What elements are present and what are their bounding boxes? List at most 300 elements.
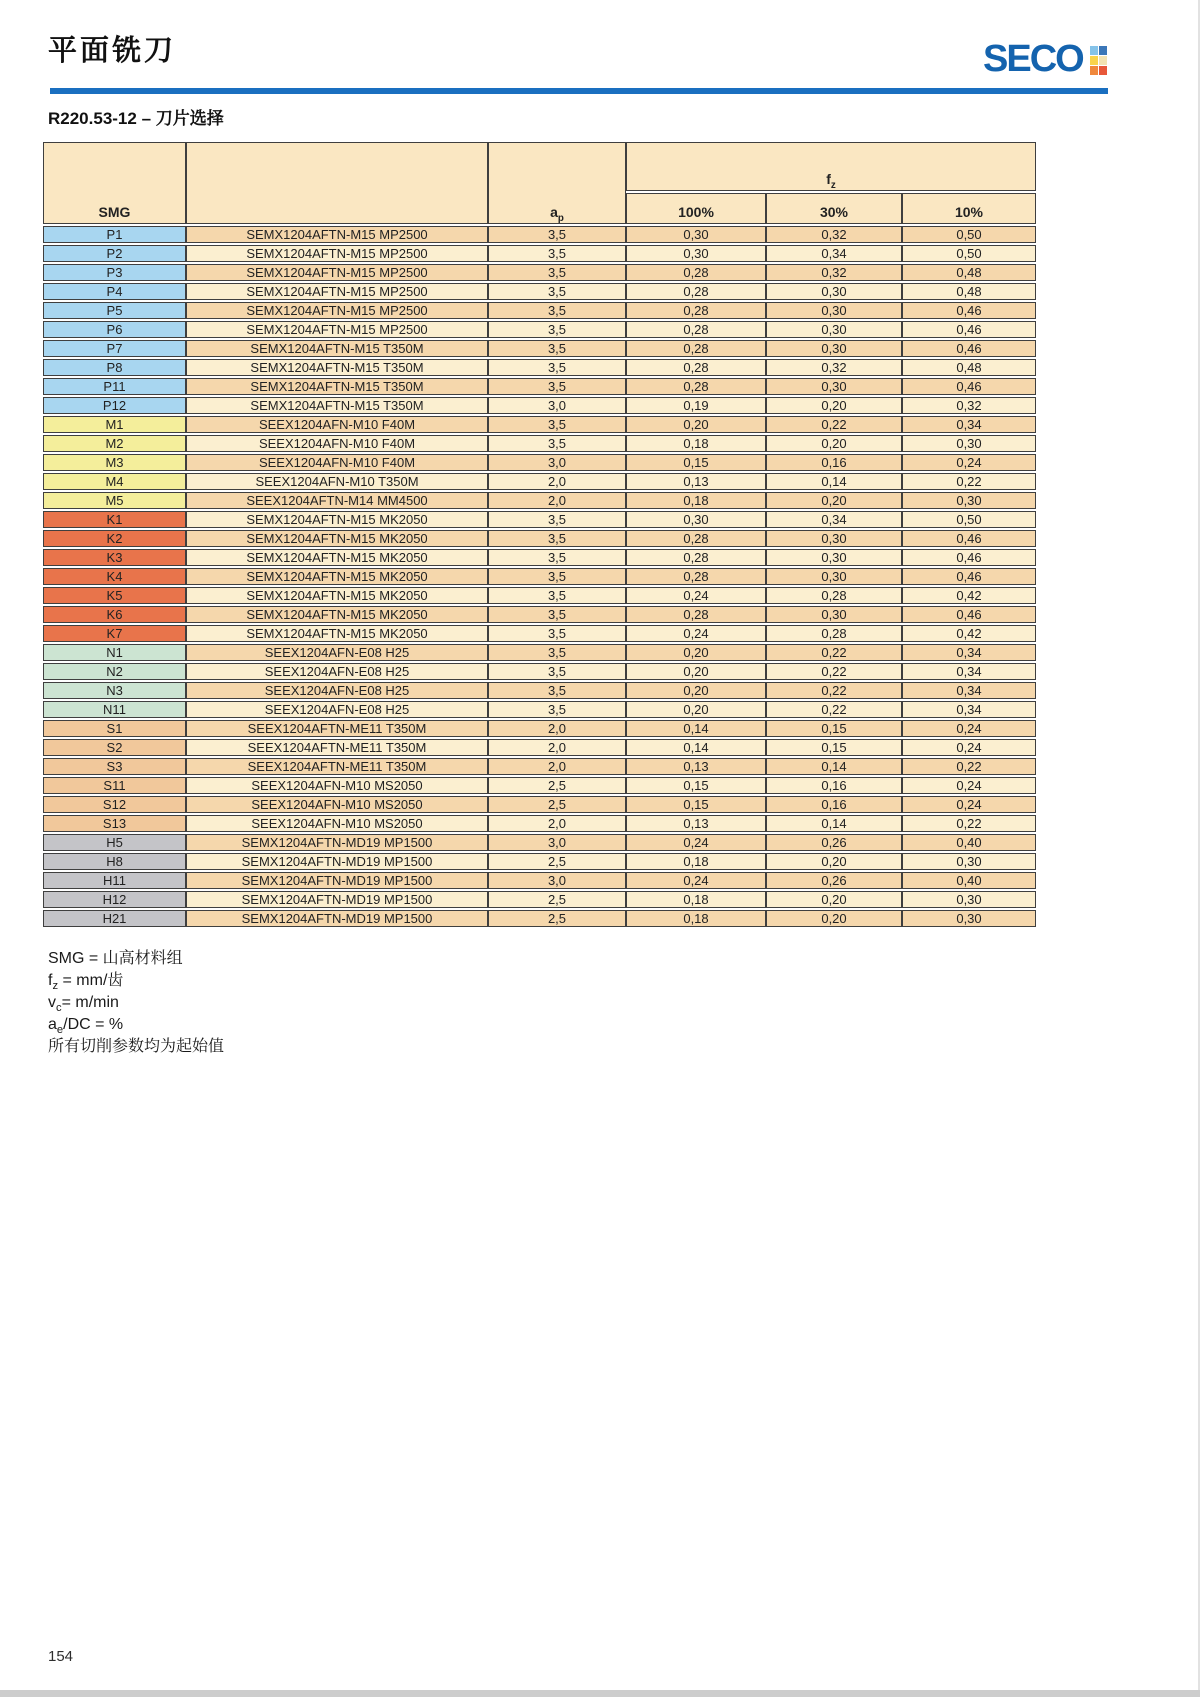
fz-10-cell: 0,30 [902, 891, 1036, 908]
insert-cell: SEEX1204AFN-E08 H25 [186, 644, 488, 661]
fz-30-cell: 0,22 [766, 701, 902, 718]
ap-cell: 2,5 [488, 796, 626, 813]
fz-30-cell: 0,30 [766, 568, 902, 585]
fz-100-cell: 0,24 [626, 587, 766, 604]
insert-cell: SEMX1204AFTN-M15 MK2050 [186, 587, 488, 604]
table-row [43, 720, 1036, 737]
ap-cell: 3,0 [488, 834, 626, 851]
fz-10-cell: 0,46 [902, 302, 1036, 319]
logo-square [1090, 66, 1098, 75]
table-row [43, 264, 1036, 281]
ap-cell: 3,5 [488, 606, 626, 623]
ap-cell: 2,0 [488, 815, 626, 832]
fz-10-cell: 0,46 [902, 378, 1036, 395]
ap-cell: 3,5 [488, 644, 626, 661]
fz-10-cell: 0,24 [902, 720, 1036, 737]
table-row [43, 378, 1036, 395]
insert-cell: SEMX1204AFTN-M15 MK2050 [186, 606, 488, 623]
fz-10-cell: 0,34 [902, 416, 1036, 433]
logo-square [1099, 56, 1107, 65]
smg-cell: P7 [43, 340, 186, 357]
smg-cell: M5 [43, 492, 186, 509]
fz-10-cell: 0,48 [902, 359, 1036, 376]
seco-logo [983, 38, 1107, 80]
fz-10-cell: 0,50 [902, 511, 1036, 528]
insert-cell: SEEX1204AFN-M10 F40M [186, 435, 488, 452]
fz-10-cell: 0,46 [902, 568, 1036, 585]
smg-cell: H12 [43, 891, 186, 908]
column-header-fz [626, 142, 1036, 191]
insert-cell: SEMX1204AFTN-M15 MP2500 [186, 302, 488, 319]
smg-cell: N11 [43, 701, 186, 718]
smg-cell: K5 [43, 587, 186, 604]
logo-square [1099, 66, 1107, 75]
page-number: 154 [48, 1648, 74, 1665]
column-header-smg: SMG [43, 142, 186, 224]
footnote-text: a [48, 1016, 57, 1033]
fz-100-cell: 0,19 [626, 397, 766, 414]
insert-cell: SEMX1204AFTN-M15 MP2500 [186, 283, 488, 300]
fz-30-cell: 0,14 [766, 473, 902, 490]
fz-30-cell: 0,20 [766, 492, 902, 509]
ap-cell: 3,5 [488, 264, 626, 281]
table-header-row-1 [43, 142, 1036, 191]
ap-cell: 2,5 [488, 853, 626, 870]
insert-cell: SEMX1204AFTN-M15 MP2500 [186, 264, 488, 281]
table-row [43, 340, 1036, 357]
fz-30-cell: 0,15 [766, 720, 902, 737]
table-row [43, 226, 1036, 243]
insert-cell: SEEX1204AFN-M10 MS2050 [186, 815, 488, 832]
fz-30-cell: 0,28 [766, 587, 902, 604]
table-row [43, 777, 1036, 794]
fz-10-cell: 0,48 [902, 264, 1036, 281]
fz-100-cell: 0,20 [626, 644, 766, 661]
table-row [43, 853, 1036, 870]
insert-cell: SEMX1204AFTN-M15 T350M [186, 340, 488, 357]
table-row [43, 872, 1036, 889]
insert-cell: SEEX1204AFTN-ME11 T350M [186, 739, 488, 756]
ap-cell: 3,0 [488, 397, 626, 414]
fz-10-cell: 0,34 [902, 663, 1036, 680]
logo-square [1090, 46, 1098, 55]
smg-cell: N1 [43, 644, 186, 661]
fz-10-cell: 0,42 [902, 625, 1036, 642]
fz-30-cell: 0,30 [766, 549, 902, 566]
ap-cell: 3,5 [488, 435, 626, 452]
fz-100-cell: 0,28 [626, 283, 766, 300]
smg-cell: P12 [43, 397, 186, 414]
table-row [43, 492, 1036, 509]
table-row [43, 891, 1036, 908]
logo-square [1099, 46, 1107, 55]
fz-100-cell: 0,18 [626, 891, 766, 908]
fz-100-cell: 0,30 [626, 226, 766, 243]
table-row [43, 606, 1036, 623]
insert-cell: SEEX1204AFTN-ME11 T350M [186, 720, 488, 737]
ap-subscript: p [557, 212, 564, 224]
ap-cell: 3,5 [488, 378, 626, 395]
fz-30-cell: 0,26 [766, 834, 902, 851]
smg-cell: K1 [43, 511, 186, 528]
insert-cell: SEMX1204AFTN-MD19 MP1500 [186, 872, 488, 889]
ap-cell: 3,5 [488, 226, 626, 243]
smg-cell: P2 [43, 245, 186, 262]
ap-cell: 3,5 [488, 283, 626, 300]
fz-10-cell: 0,46 [902, 321, 1036, 338]
ap-cell: 3,5 [488, 682, 626, 699]
smg-cell: K4 [43, 568, 186, 585]
table-row [43, 416, 1036, 433]
section-subtitle: R220.53-12 – 刀片选择 [48, 109, 224, 128]
ap-cell: 3,5 [488, 663, 626, 680]
ap-cell: 2,0 [488, 758, 626, 775]
insert-selection-table [43, 140, 1036, 929]
fz-30-cell: 0,30 [766, 530, 902, 547]
table-row [43, 625, 1036, 642]
smg-cell: K3 [43, 549, 186, 566]
table-row [43, 549, 1036, 566]
footnote-text: = m/min [61, 994, 119, 1011]
fz-30-cell: 0,14 [766, 815, 902, 832]
ap-cell: 3,0 [488, 454, 626, 471]
insert-cell: SEEX1204AFN-M10 MS2050 [186, 777, 488, 794]
ap-cell: 3,5 [488, 701, 626, 718]
smg-cell: H8 [43, 853, 186, 870]
fz-10-cell: 0,40 [902, 872, 1036, 889]
fz-10-cell: 0,34 [902, 682, 1036, 699]
fz-100-cell: 0,14 [626, 739, 766, 756]
footnote-smg [48, 948, 224, 970]
insert-cell: SEMX1204AFTN-MD19 MP1500 [186, 834, 488, 851]
ap-cell: 3,0 [488, 872, 626, 889]
table-row [43, 454, 1036, 471]
fz-30-cell: 0,16 [766, 796, 902, 813]
smg-cell: S3 [43, 758, 186, 775]
ap-cell: 3,5 [488, 302, 626, 319]
fz-100-cell: 0,30 [626, 511, 766, 528]
fz-10-cell: 0,30 [902, 853, 1036, 870]
ap-cell: 2,5 [488, 910, 626, 927]
fz-30-cell: 0,30 [766, 606, 902, 623]
footnotes [48, 948, 224, 1058]
ap-cell: 2,5 [488, 891, 626, 908]
fz-100-cell: 0,28 [626, 359, 766, 376]
smg-cell: M1 [43, 416, 186, 433]
ap-cell: 3,5 [488, 511, 626, 528]
fz-100-cell: 0,14 [626, 720, 766, 737]
fz-10-cell: 0,48 [902, 283, 1036, 300]
fz-100-cell: 0,13 [626, 473, 766, 490]
fz-100-cell: 0,20 [626, 663, 766, 680]
insert-cell: SEMX1204AFTN-M15 MK2050 [186, 549, 488, 566]
fz-100-cell: 0,30 [626, 245, 766, 262]
smg-cell: H11 [43, 872, 186, 889]
insert-cell: SEMX1204AFTN-M15 MK2050 [186, 511, 488, 528]
fz-30-cell: 0,30 [766, 283, 902, 300]
smg-cell: P6 [43, 321, 186, 338]
ap-cell: 2,5 [488, 777, 626, 794]
fz-30-cell: 0,30 [766, 378, 902, 395]
insert-cell: SEEX1204AFN-M10 T350M [186, 473, 488, 490]
fz-30-cell: 0,34 [766, 511, 902, 528]
fz-100-cell: 0,24 [626, 625, 766, 642]
fz-30-cell: 0,34 [766, 245, 902, 262]
smg-cell: S11 [43, 777, 186, 794]
logo-square [1090, 56, 1098, 65]
smg-cell: H21 [43, 910, 186, 927]
fz-100-cell: 0,24 [626, 872, 766, 889]
fz-label: f [826, 171, 831, 187]
fz-30-cell: 0,20 [766, 891, 902, 908]
insert-cell: SEMX1204AFTN-M15 MP2500 [186, 226, 488, 243]
smg-cell: S12 [43, 796, 186, 813]
seco-logo-mark-icon [1090, 46, 1107, 75]
ap-cell: 3,5 [488, 549, 626, 566]
fz-100-cell: 0,28 [626, 321, 766, 338]
insert-cell: SEMX1204AFTN-M15 MK2050 [186, 530, 488, 547]
fz-subscript: z [830, 179, 836, 191]
table-row [43, 530, 1036, 547]
fz-10-cell: 0,24 [902, 777, 1036, 794]
ap-cell: 3,5 [488, 568, 626, 585]
fz-100-cell: 0,20 [626, 682, 766, 699]
insert-cell: SEMX1204AFTN-M15 T350M [186, 378, 488, 395]
fz-100-cell: 0,28 [626, 568, 766, 585]
fz-30-cell: 0,15 [766, 739, 902, 756]
smg-cell: M2 [43, 435, 186, 452]
smg-cell: M3 [43, 454, 186, 471]
fz-10-cell: 0,46 [902, 530, 1036, 547]
ap-cell: 3,5 [488, 245, 626, 262]
insert-cell: SEMX1204AFTN-MD19 MP1500 [186, 853, 488, 870]
ap-cell: 3,5 [488, 416, 626, 433]
header-divider [50, 88, 1108, 94]
fz-100-cell: 0,28 [626, 606, 766, 623]
ap-cell: 3,5 [488, 587, 626, 604]
fz-10-cell: 0,22 [902, 473, 1036, 490]
fz-10-cell: 0,24 [902, 739, 1036, 756]
ap-cell: 2,0 [488, 473, 626, 490]
table-row [43, 568, 1036, 585]
table-row [43, 739, 1036, 756]
table-row [43, 511, 1036, 528]
ap-cell: 2,0 [488, 492, 626, 509]
smg-cell: S13 [43, 815, 186, 832]
table-row [43, 473, 1036, 490]
fz-100-cell: 0,24 [626, 834, 766, 851]
smg-cell: P4 [43, 283, 186, 300]
fz-100-cell: 0,20 [626, 701, 766, 718]
smg-cell: P3 [43, 264, 186, 281]
footnote-text: /DC = % [63, 1016, 124, 1033]
fz-10-cell: 0,22 [902, 758, 1036, 775]
insert-cell: SEMX1204AFTN-M15 MK2050 [186, 625, 488, 642]
footnote-text: 所有切削参数均为起始值 [48, 1038, 225, 1055]
fz-30-cell: 0,30 [766, 302, 902, 319]
table-row [43, 815, 1036, 832]
fz-30-cell: 0,22 [766, 644, 902, 661]
fz-100-cell: 0,18 [626, 853, 766, 870]
fz-30-cell: 0,20 [766, 853, 902, 870]
smg-cell: M4 [43, 473, 186, 490]
fz-10-cell: 0,24 [902, 796, 1036, 813]
fz-10-cell: 0,34 [902, 701, 1036, 718]
column-header-30pct: 30% [766, 193, 902, 224]
smg-cell: P1 [43, 226, 186, 243]
column-header-ap [488, 142, 626, 224]
insert-cell: SEMX1204AFTN-MD19 MP1500 [186, 910, 488, 927]
footnote-text: = mm/齿 [58, 972, 124, 989]
fz-10-cell: 0,30 [902, 910, 1036, 927]
insert-cell: SEMX1204AFTN-MD19 MP1500 [186, 891, 488, 908]
table-row [43, 910, 1036, 927]
ap-label: a [550, 204, 558, 220]
fz-100-cell: 0,13 [626, 758, 766, 775]
fz-100-cell: 0,15 [626, 796, 766, 813]
footnote-vc [48, 992, 224, 1014]
fz-100-cell: 0,28 [626, 264, 766, 281]
fz-30-cell: 0,30 [766, 340, 902, 357]
smg-cell: K6 [43, 606, 186, 623]
insert-cell: SEEX1204AFN-M10 F40M [186, 454, 488, 471]
fz-10-cell: 0,50 [902, 226, 1036, 243]
fz-10-cell: 0,30 [902, 435, 1036, 452]
fz-30-cell: 0,22 [766, 663, 902, 680]
footnote-sub: z [52, 980, 59, 993]
fz-30-cell: 0,32 [766, 264, 902, 281]
smg-cell: S1 [43, 720, 186, 737]
fz-100-cell: 0,18 [626, 492, 766, 509]
table-row [43, 359, 1036, 376]
column-header-100pct: 100% [626, 193, 766, 224]
table-row [43, 283, 1036, 300]
ap-cell: 2,0 [488, 739, 626, 756]
insert-cell: SEEX1204AFN-E08 H25 [186, 663, 488, 680]
insert-cell: SEMX1204AFTN-M15 MK2050 [186, 568, 488, 585]
table-row [43, 834, 1036, 851]
fz-10-cell: 0,30 [902, 492, 1036, 509]
table-row [43, 644, 1036, 661]
page-edge-bottom [0, 1690, 1200, 1697]
fz-100-cell: 0,28 [626, 549, 766, 566]
footnote-text: v [48, 994, 56, 1011]
ap-cell: 3,5 [488, 321, 626, 338]
insert-cell: SEEX1204AFN-E08 H25 [186, 701, 488, 718]
fz-10-cell: 0,50 [902, 245, 1036, 262]
page-title: 平面铣刀 [48, 33, 177, 67]
table-row [43, 397, 1036, 414]
fz-10-cell: 0,22 [902, 815, 1036, 832]
insert-cell: SEEX1204AFTN-M14 MM4500 [186, 492, 488, 509]
fz-100-cell: 0,13 [626, 815, 766, 832]
fz-100-cell: 0,28 [626, 340, 766, 357]
insert-cell: SEMX1204AFTN-M15 T350M [186, 359, 488, 376]
table-row [43, 302, 1036, 319]
fz-30-cell: 0,22 [766, 682, 902, 699]
fz-10-cell: 0,46 [902, 340, 1036, 357]
fz-10-cell: 0,24 [902, 454, 1036, 471]
fz-30-cell: 0,30 [766, 321, 902, 338]
insert-cell: SEMX1204AFTN-M15 MP2500 [186, 321, 488, 338]
fz-10-cell: 0,40 [902, 834, 1036, 851]
smg-cell: P5 [43, 302, 186, 319]
fz-30-cell: 0,26 [766, 872, 902, 889]
table-row [43, 682, 1036, 699]
ap-cell: 3,5 [488, 530, 626, 547]
fz-30-cell: 0,16 [766, 454, 902, 471]
footnote-sub: e [56, 1024, 64, 1037]
table-row [43, 758, 1036, 775]
fz-30-cell: 0,14 [766, 758, 902, 775]
fz-10-cell: 0,34 [902, 644, 1036, 661]
smg-cell: N3 [43, 682, 186, 699]
table-row [43, 245, 1036, 262]
column-header-10pct: 10% [902, 193, 1036, 224]
fz-100-cell: 0,28 [626, 530, 766, 547]
footnote-ae [48, 1014, 224, 1036]
insert-cell: SEEX1204AFN-E08 H25 [186, 682, 488, 699]
fz-30-cell: 0,32 [766, 226, 902, 243]
table-row [43, 321, 1036, 338]
footnote-sub: c [56, 1002, 62, 1015]
fz-30-cell: 0,32 [766, 359, 902, 376]
footnote-fz [48, 970, 224, 992]
smg-cell: N2 [43, 663, 186, 680]
footnote-starting-values [48, 1036, 224, 1058]
smg-cell: K7 [43, 625, 186, 642]
table-body [43, 226, 1036, 927]
insert-cell: SEEX1204AFN-M10 F40M [186, 416, 488, 433]
fz-30-cell: 0,20 [766, 435, 902, 452]
fz-30-cell: 0,16 [766, 777, 902, 794]
table-row [43, 701, 1036, 718]
fz-100-cell: 0,28 [626, 378, 766, 395]
fz-100-cell: 0,15 [626, 777, 766, 794]
smg-cell: S2 [43, 739, 186, 756]
smg-cell: H5 [43, 834, 186, 851]
fz-10-cell: 0,46 [902, 549, 1036, 566]
ap-cell: 2,0 [488, 720, 626, 737]
ap-cell: 3,5 [488, 340, 626, 357]
fz-100-cell: 0,20 [626, 416, 766, 433]
fz-30-cell: 0,22 [766, 416, 902, 433]
column-header-insert [186, 142, 488, 224]
smg-cell: K2 [43, 530, 186, 547]
fz-30-cell: 0,20 [766, 397, 902, 414]
insert-cell: SEMX1204AFTN-M15 T350M [186, 397, 488, 414]
fz-100-cell: 0,18 [626, 910, 766, 927]
table-row [43, 587, 1036, 604]
table-row [43, 796, 1036, 813]
insert-cell: SEEX1204AFN-M10 MS2050 [186, 796, 488, 813]
ap-cell: 3,5 [488, 625, 626, 642]
fz-30-cell: 0,20 [766, 910, 902, 927]
smg-cell: P8 [43, 359, 186, 376]
table-row [43, 663, 1036, 680]
fz-100-cell: 0,28 [626, 302, 766, 319]
fz-30-cell: 0,28 [766, 625, 902, 642]
fz-10-cell: 0,46 [902, 606, 1036, 623]
fz-100-cell: 0,15 [626, 454, 766, 471]
insert-cell: SEMX1204AFTN-M15 MP2500 [186, 245, 488, 262]
seco-logo-text: SECO [983, 38, 1083, 80]
fz-10-cell: 0,42 [902, 587, 1036, 604]
insert-cell: SEEX1204AFTN-ME11 T350M [186, 758, 488, 775]
footnote-text: f [48, 972, 53, 989]
fz-10-cell: 0,32 [902, 397, 1036, 414]
smg-cell: P11 [43, 378, 186, 395]
